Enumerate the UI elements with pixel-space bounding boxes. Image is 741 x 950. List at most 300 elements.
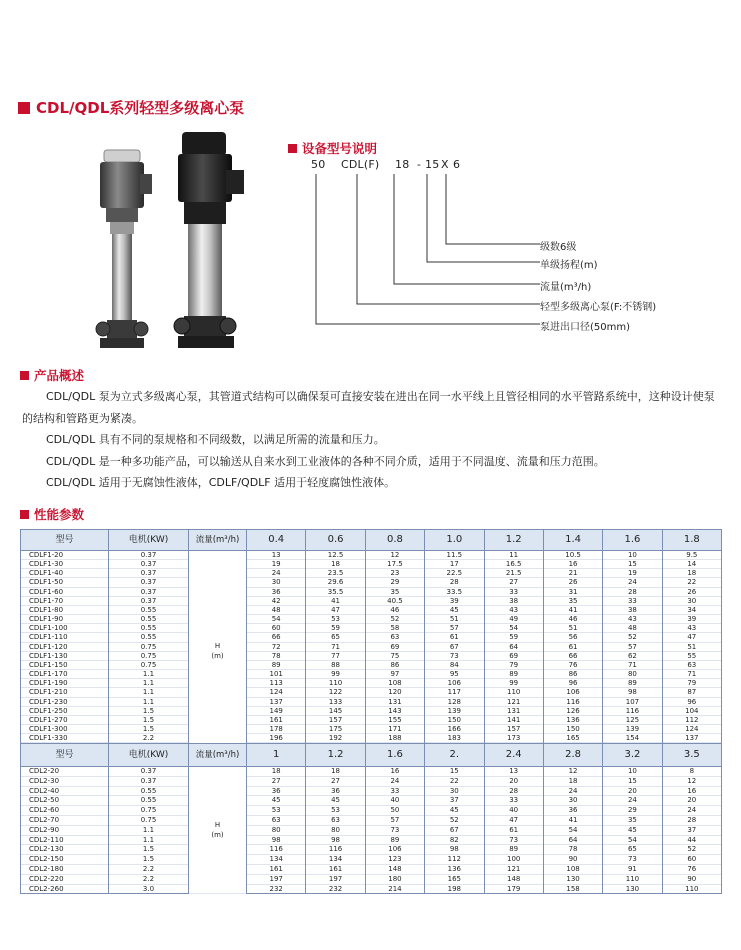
cell-head-value: 110 — [484, 688, 543, 697]
cell-head-value: 145 — [306, 706, 365, 715]
cell-head-value: 63 — [365, 633, 424, 642]
col-header-flow-value: 3.5 — [662, 744, 721, 767]
cell-model: CDLF1-50 — [21, 578, 109, 587]
cell-head-value: 165 — [543, 734, 602, 743]
table-row — [21, 578, 722, 587]
cell-head-value: 53 — [247, 806, 306, 816]
cell-motor-kw: 2.2 — [109, 734, 189, 743]
cell-head-value: 67 — [425, 642, 484, 651]
cell-head-value: 18 — [306, 560, 365, 569]
cell-head-value: 95 — [425, 670, 484, 679]
table-row — [21, 874, 722, 884]
cell-head-value: 88 — [306, 660, 365, 669]
cell-head-value: 17 — [425, 560, 484, 569]
cell-head-value: 33 — [484, 796, 543, 806]
cell-model: CDL2-90 — [21, 825, 109, 835]
overview-paragraph: CDL/QDL 是一种多功能产品，可以输送从自来水到工业液体的各种不同介质，适用于不同温度、流量和压力范围。 — [46, 454, 605, 468]
legend-port-size: 泵进出口径(50mm) — [540, 322, 631, 333]
cell-head-value: 143 — [365, 706, 424, 715]
cell-model: CDL2-50 — [21, 796, 109, 806]
cell-motor-kw: 0.55 — [109, 796, 189, 806]
overview-paragraph: CDL/QDL 适用于无腐蚀性液体，CDLF/QDLF 适用于轻度腐蚀性液体。 — [46, 476, 396, 489]
cell-head-value: 90 — [662, 874, 721, 884]
cell-head-value: 47 — [484, 815, 543, 825]
cell-head-value: 63 — [306, 815, 365, 825]
legend-stages: 级数6级 — [540, 242, 577, 253]
cell-model: CDLF1-30 — [21, 560, 109, 569]
table-row — [21, 688, 722, 697]
cell-head-value: 13 — [247, 551, 306, 560]
cell-motor-kw: 1.5 — [109, 855, 189, 865]
cell-head-value: 232 — [306, 884, 365, 894]
cell-motor-kw: 0.37 — [109, 569, 189, 578]
cell-head-value: 178 — [247, 724, 306, 733]
cell-head-value: 33.5 — [425, 587, 484, 596]
cell-head-value: 97 — [365, 670, 424, 679]
cell-head-value: 117 — [425, 688, 484, 697]
cell-head-value: 35 — [365, 587, 424, 596]
code-part-stages: 6 — [453, 158, 461, 171]
cell-head-value: 61 — [425, 633, 484, 642]
cell-head-value: 27 — [306, 776, 365, 786]
cell-head-value: 90 — [543, 855, 602, 865]
cell-head-value: 175 — [306, 724, 365, 733]
col-header-flow-value: 1.4 — [543, 530, 602, 551]
cell-head-value: 22 — [425, 776, 484, 786]
cell-model: CDLF1-100 — [21, 624, 109, 633]
cell-head-value: 116 — [543, 697, 602, 706]
legend-head: 单级扬程(m) — [540, 260, 598, 271]
cell-head-value: 57 — [425, 624, 484, 633]
cell-head-value: 37 — [662, 825, 721, 835]
cell-model: CDL2-220 — [21, 874, 109, 884]
cell-head-value: 52 — [365, 615, 424, 624]
cell-head-value: 75 — [365, 651, 424, 660]
overview-section-title: 产品概述 — [20, 366, 84, 384]
col-header-flow-value: 1 — [247, 744, 306, 767]
cell-head-value: 110 — [306, 679, 365, 688]
cell-model: CDL2-130 — [21, 845, 109, 855]
cell-head-value: 198 — [425, 884, 484, 894]
cell-head-value: 46 — [543, 615, 602, 624]
cell-head-value: 80 — [306, 825, 365, 835]
table-row — [21, 706, 722, 715]
cell-head-value: 157 — [306, 715, 365, 724]
cell-head-value: 11.5 — [425, 551, 484, 560]
table-row — [21, 845, 722, 855]
cell-head-value: 121 — [484, 697, 543, 706]
cell-head-value: 45 — [425, 605, 484, 614]
cell-head-value: 98 — [603, 688, 662, 697]
cell-motor-kw: 3.0 — [109, 884, 189, 894]
cell-head-value: 43 — [662, 624, 721, 633]
cell-head-value: 108 — [365, 679, 424, 688]
cell-model: CDLF1-330 — [21, 734, 109, 743]
col-header-model: 型号 — [21, 530, 109, 551]
cell-motor-kw: 0.75 — [109, 642, 189, 651]
cell-head-value: 188 — [365, 734, 424, 743]
cell-motor-kw: 0.55 — [109, 633, 189, 642]
cell-head-value: 56 — [543, 633, 602, 642]
table-row — [21, 864, 722, 874]
code-part-x: X — [441, 158, 449, 171]
cell-head-value: 35.5 — [306, 587, 365, 596]
cell-head-value: 38 — [603, 605, 662, 614]
cell-head-value: 158 — [543, 884, 602, 894]
cell-head-value: 161 — [247, 715, 306, 724]
cell-head-value: 98 — [247, 835, 306, 845]
cell-motor-kw: 1.1 — [109, 825, 189, 835]
table-row — [21, 587, 722, 596]
cell-head-value: 54 — [484, 624, 543, 633]
cell-head-value: 73 — [365, 825, 424, 835]
cell-head-value: 148 — [484, 874, 543, 884]
cell-head-value: 128 — [425, 697, 484, 706]
cell-head-value: 76 — [543, 660, 602, 669]
cell-head-value: 131 — [484, 706, 543, 715]
cell-head-value: 16 — [662, 786, 721, 796]
cell-head-value: 27 — [484, 578, 543, 587]
cell-head-value: 107 — [603, 697, 662, 706]
table-row — [21, 786, 722, 796]
cell-head-value: 35 — [603, 815, 662, 825]
cell-model: CDLF1-60 — [21, 587, 109, 596]
cell-motor-kw: 1.5 — [109, 715, 189, 724]
cell-motor-kw: 0.75 — [109, 815, 189, 825]
cell-head-value: 89 — [247, 660, 306, 669]
cell-head-value: 16 — [543, 560, 602, 569]
cell-head-value: 69 — [484, 651, 543, 660]
cell-head-value: 84 — [425, 660, 484, 669]
cell-head-value: 108 — [543, 864, 602, 874]
cell-head-value: 61 — [543, 642, 602, 651]
cell-head-value: 87 — [662, 688, 721, 697]
cell-head-value: 12 — [662, 776, 721, 786]
cell-head-value: 64 — [484, 642, 543, 651]
cell-head-value: 15 — [425, 767, 484, 777]
cell-head-value: 18 — [306, 767, 365, 777]
cell-motor-kw: 1.1 — [109, 688, 189, 697]
cell-motor-kw: 0.37 — [109, 776, 189, 786]
cell-head-value: 29.6 — [306, 578, 365, 587]
cell-head-value: 17.5 — [365, 560, 424, 569]
cell-head-value: 48 — [603, 624, 662, 633]
page-title-text: CDL/QDL系列轻型多级离心泵 — [36, 99, 245, 117]
cell-head-value: 26 — [543, 578, 602, 587]
cell-motor-kw: 0.55 — [109, 605, 189, 614]
head-label: H — [214, 642, 221, 651]
cell-head-value: 49 — [484, 615, 543, 624]
cell-model: CDL2-260 — [21, 884, 109, 894]
table-row — [21, 796, 722, 806]
cell-head-value: 15 — [603, 776, 662, 786]
cell-head-value: 36 — [247, 786, 306, 796]
cell-head-value: 64 — [543, 835, 602, 845]
cell-head-value: 19 — [603, 569, 662, 578]
table-row — [21, 660, 722, 669]
cell-head-value: 10 — [603, 551, 662, 560]
cell-head-value: 27 — [247, 776, 306, 786]
cell-head-value: 130 — [603, 884, 662, 894]
cell-head-value: 18 — [662, 569, 721, 578]
cell-head-value: 104 — [662, 706, 721, 715]
cell-head-value: 30 — [543, 796, 602, 806]
col-header-motor: 电机(KW) — [109, 744, 189, 767]
cell-head-value: 197 — [247, 874, 306, 884]
col-header-flow-value: 2.4 — [484, 744, 543, 767]
cell-head-value: 60 — [662, 855, 721, 865]
table-row — [21, 651, 722, 660]
cell-head-value: 133 — [306, 697, 365, 706]
cell-head-value: 60 — [247, 624, 306, 633]
cell-head-value: 47 — [306, 605, 365, 614]
cell-head-value: 16.5 — [484, 560, 543, 569]
cell-head-value: 173 — [484, 734, 543, 743]
cell-model: CDLF1-230 — [21, 697, 109, 706]
cell-head-value: 80 — [603, 670, 662, 679]
code-part-flow: 18 — [395, 158, 410, 171]
cell-head-value: 45 — [603, 825, 662, 835]
cell-model: CDLF1-250 — [21, 706, 109, 715]
cell-head-value: 22.5 — [425, 569, 484, 578]
cell-model: CDLF1-110 — [21, 633, 109, 642]
code-part-dash: - — [416, 158, 422, 171]
cell-head-value: 116 — [247, 845, 306, 855]
cell-head-value: 53 — [306, 615, 365, 624]
cell-head-value: 134 — [247, 855, 306, 865]
cell-head-value: 52 — [662, 845, 721, 855]
cell-head-value: 13 — [484, 767, 543, 777]
cell-motor-kw: 0.75 — [109, 660, 189, 669]
cell-head-value: 131 — [365, 697, 424, 706]
cell-head-value: 30 — [425, 786, 484, 796]
table-row — [21, 724, 722, 733]
cell-head-value: 40 — [365, 796, 424, 806]
cell-head-value: 59 — [484, 633, 543, 642]
legend-flow: 流量(m³/h) — [540, 282, 592, 293]
cell-head-value: 50 — [365, 806, 424, 816]
cell-motor-kw: 1.1 — [109, 835, 189, 845]
cell-head-value: 197 — [306, 874, 365, 884]
table-row — [21, 670, 722, 679]
cell-head-value: 79 — [662, 679, 721, 688]
cell-head-value: 126 — [543, 706, 602, 715]
cell-head-value: 61 — [484, 825, 543, 835]
cell-head-value: 72 — [247, 642, 306, 651]
cell-head-value: 91 — [603, 864, 662, 874]
cell-head-value: 36 — [306, 786, 365, 796]
cell-head-value: 113 — [247, 679, 306, 688]
cell-head-value: 20 — [484, 776, 543, 786]
cell-head-value: 52 — [603, 633, 662, 642]
code-part-head: 15 — [425, 158, 440, 171]
cell-head-value: 196 — [247, 734, 306, 743]
cell-head-value: 54 — [603, 835, 662, 845]
head-label: H — [214, 821, 221, 830]
table-row — [21, 776, 722, 786]
cell-head-value: 161 — [306, 864, 365, 874]
cell-head-value: 45 — [425, 806, 484, 816]
cell-head-value: 166 — [425, 724, 484, 733]
cell-head-value: 141 — [484, 715, 543, 724]
table-row — [21, 855, 722, 865]
overview-text — [22, 386, 722, 494]
cell-head-value: 53 — [306, 806, 365, 816]
cell-head-value: 24 — [662, 806, 721, 816]
section-marker-icon — [288, 144, 297, 153]
col-header-flow: 流量(m³/h) — [189, 744, 247, 767]
cell-motor-kw: 0.37 — [109, 596, 189, 605]
cell-head-value: 59 — [306, 624, 365, 633]
table-row — [21, 715, 722, 724]
table-row — [21, 596, 722, 605]
col-header-flow-value: 1.2 — [306, 744, 365, 767]
cell-motor-kw: 0.55 — [109, 615, 189, 624]
cell-head-value: 34 — [662, 605, 721, 614]
cell-head-value: 96 — [543, 679, 602, 688]
cell-head-value: 24 — [603, 796, 662, 806]
performance-table-cdlf1 — [20, 529, 722, 752]
col-header-flow-value: 1.2 — [484, 530, 543, 551]
cell-head-value: 79 — [484, 660, 543, 669]
cell-head-value: 55 — [662, 651, 721, 660]
cell-model: CDLF1-120 — [21, 642, 109, 651]
cell-head-value: 12 — [543, 767, 602, 777]
cell-model: CDLF1-170 — [21, 670, 109, 679]
cell-head-value: 99 — [306, 670, 365, 679]
cell-head-value: 21 — [543, 569, 602, 578]
cell-model: CDLF1-210 — [21, 688, 109, 697]
cell-head-value: 179 — [484, 884, 543, 894]
cell-head-value: 106 — [365, 845, 424, 855]
cell-head-value: 8 — [662, 767, 721, 777]
table-row — [21, 825, 722, 835]
cell-head-value: 130 — [543, 874, 602, 884]
cell-head-value: 134 — [306, 855, 365, 865]
cell-head-value: 149 — [247, 706, 306, 715]
cell-head-value: 58 — [365, 624, 424, 633]
cell-motor-kw: 0.37 — [109, 551, 189, 560]
cell-motor-kw: 2.2 — [109, 874, 189, 884]
cell-head-value: 63 — [247, 815, 306, 825]
table-row — [21, 884, 722, 894]
table-row — [21, 605, 722, 614]
cell-head-value: 33 — [484, 587, 543, 596]
col-header-flow-value: 3.2 — [603, 744, 662, 767]
legend-pump-type: 轻型多级离心泵(F:不锈钢) — [540, 302, 657, 313]
cell-head-value: 86 — [543, 670, 602, 679]
cell-head-value: 121 — [484, 864, 543, 874]
cell-model: CDL2-180 — [21, 864, 109, 874]
cell-head-value: 150 — [425, 715, 484, 724]
cell-model: CDLF1-90 — [21, 615, 109, 624]
code-part-size: 50 — [311, 158, 326, 171]
cell-head-value: 112 — [662, 715, 721, 724]
cell-head-value: 31 — [543, 587, 602, 596]
cell-head-value: 22 — [662, 578, 721, 587]
cell-head-value: 161 — [247, 864, 306, 874]
col-header-flow-value: 2. — [425, 744, 484, 767]
cell-head-value: 73 — [603, 855, 662, 865]
cell-head-value: 12.5 — [306, 551, 365, 560]
cell-head-value: 116 — [603, 706, 662, 715]
cell-motor-kw: 1.5 — [109, 845, 189, 855]
table-row — [21, 679, 722, 688]
cell-model: CDLF1-130 — [21, 651, 109, 660]
cell-head-value: 71 — [306, 642, 365, 651]
cell-head-value: 35 — [543, 596, 602, 605]
cell-head-value: 18 — [543, 776, 602, 786]
cell-head-value: 171 — [365, 724, 424, 733]
table-row — [21, 560, 722, 569]
cell-head-value: 73 — [484, 835, 543, 845]
cell-head-value: 89 — [484, 845, 543, 855]
cell-head-value: 120 — [365, 688, 424, 697]
cell-head-value: 106 — [543, 688, 602, 697]
col-header-flow-value: 0.8 — [365, 530, 424, 551]
cell-head-value: 15 — [603, 560, 662, 569]
performance-section-title: 性能参数 — [20, 505, 84, 523]
cell-head-label — [189, 551, 247, 752]
col-header-model: 型号 — [21, 744, 109, 767]
cell-head-value: 232 — [247, 884, 306, 894]
cell-head-value: 41 — [306, 596, 365, 605]
cell-head-value: 54 — [543, 825, 602, 835]
cell-head-value: 122 — [306, 688, 365, 697]
cell-model: CDLF1-40 — [21, 569, 109, 578]
cell-head-value: 65 — [306, 633, 365, 642]
pump-image-black — [170, 130, 250, 358]
table-row — [21, 734, 722, 743]
cell-head-value: 51 — [543, 624, 602, 633]
cell-head-value: 38 — [484, 596, 543, 605]
cell-head-value: 28 — [484, 786, 543, 796]
cell-head-value: 124 — [662, 724, 721, 733]
cell-model: CDL2-150 — [21, 855, 109, 865]
cell-head-value: 20 — [603, 786, 662, 796]
col-header-flow-value: 1.8 — [662, 530, 721, 551]
cell-head-value: 42 — [247, 596, 306, 605]
cell-head-value: 57 — [365, 815, 424, 825]
cell-head-value: 21.5 — [484, 569, 543, 578]
cell-model: CDLF1-20 — [21, 551, 109, 560]
cell-head-value: 63 — [662, 660, 721, 669]
cell-head-value: 76 — [662, 864, 721, 874]
cell-head-value: 155 — [365, 715, 424, 724]
cell-head-value: 154 — [603, 734, 662, 743]
cell-head-value: 165 — [425, 874, 484, 884]
cell-head-value: 62 — [603, 651, 662, 660]
cell-head-value: 33 — [603, 596, 662, 605]
overview-paragraph: CDL/QDL 具有不同的泵规格和不同级数，以满足所需的流量和压力。 — [46, 433, 385, 446]
table-row — [21, 642, 722, 651]
cell-head-value: 180 — [365, 874, 424, 884]
table-row — [21, 615, 722, 624]
cell-head-value: 96 — [662, 697, 721, 706]
cell-head-value: 36 — [247, 587, 306, 596]
cell-head-value: 86 — [365, 660, 424, 669]
cell-head-value: 14 — [662, 560, 721, 569]
performance-table-cdl2 — [20, 743, 722, 894]
cell-head-value: 43 — [603, 615, 662, 624]
cell-head-value: 65 — [603, 845, 662, 855]
cell-head-value: 57 — [603, 642, 662, 651]
cell-model: CDLF1-300 — [21, 724, 109, 733]
col-header-motor: 电机(KW) — [109, 530, 189, 551]
overview-paragraph: CDL/QDL 泵为立式多级离心泵，其管道式结构可以确保泵可直接安装在进出在同一水平线上且管径相同的水平管路系统中，这种设计使泵的结构和管路更为紧凑。 — [22, 390, 715, 425]
pump-image-silver — [92, 148, 162, 358]
cell-head-value: 29 — [365, 578, 424, 587]
